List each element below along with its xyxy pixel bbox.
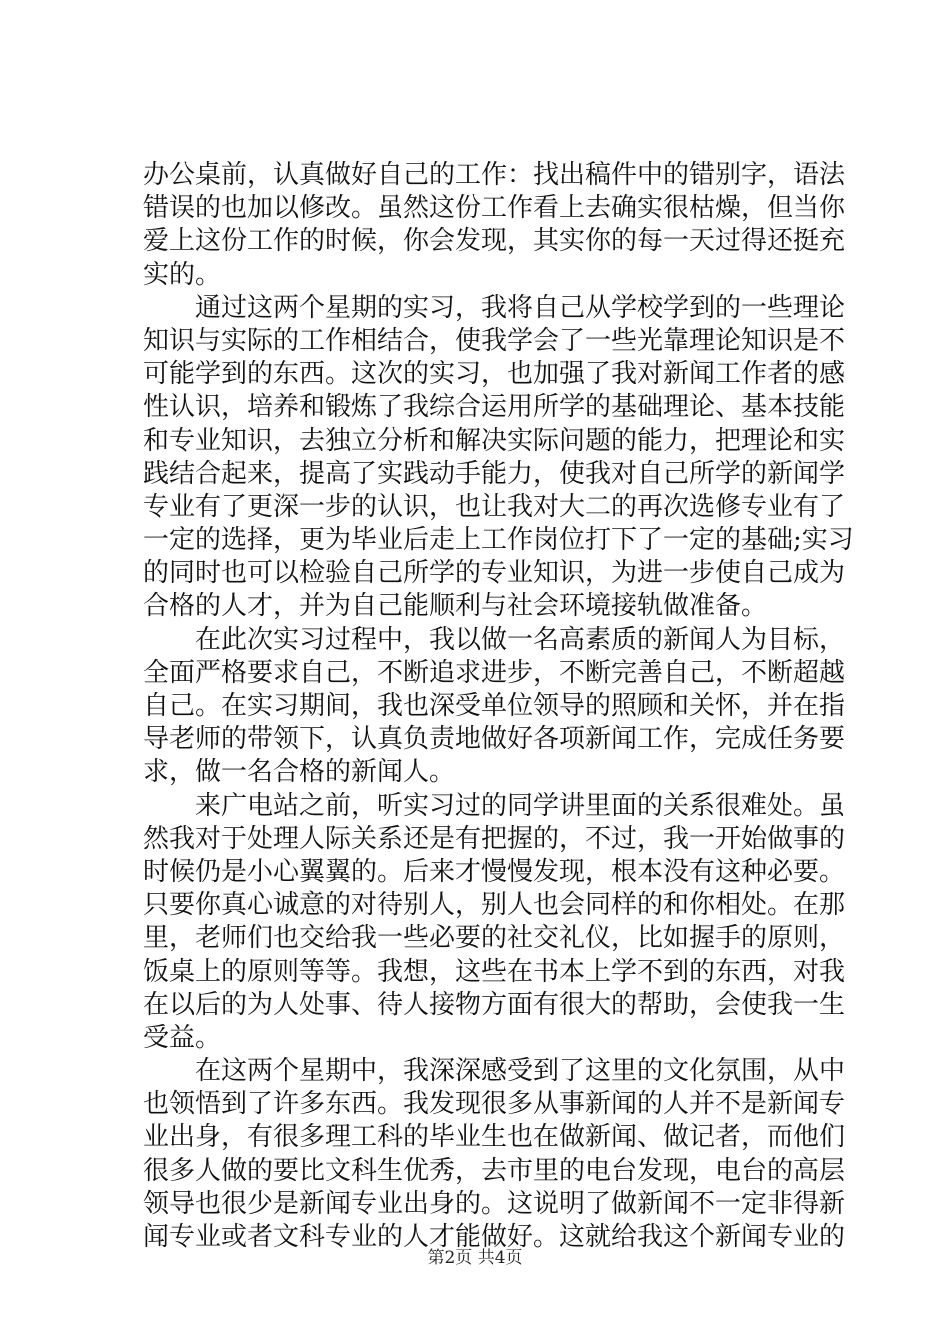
text-line: 在这两个星期中，我深深感受到了这里的文化氛围，从中 <box>195 1056 846 1087</box>
text-line: 来广电站之前，听实习过的同学讲里面的关系很难处。虽 <box>195 790 846 821</box>
text-line: 在以后的为人处事、待人接物方面有很大的帮助，会使我一生 <box>143 989 846 1020</box>
text-line: 践结合起来，提高了实践动手能力，使我对自己所学的新闻学 <box>143 458 846 489</box>
paragraph <box>143 292 854 624</box>
text-line: 闻专业或者文科专业的人才能做好。这就给我这个新闻专业的 <box>143 1222 846 1252</box>
text-line: 的同时也可以检验自己所学的专业知识，为进一步使自己成为 <box>143 558 846 589</box>
text-line: 在此次实习过程中，我以做一名高素质的新闻人为目标， <box>195 624 846 655</box>
text-line: 受益。 <box>143 1022 222 1053</box>
paragraph <box>143 159 846 292</box>
text-line: 合格的人才，并为自己能顺利与社会环境接轨做准备。 <box>143 591 768 622</box>
text-line: 然我对于处理人际关系还是有把握的，不过，我一开始做事的 <box>143 823 846 854</box>
page-number-footer: 第2页 共4页 <box>427 1248 523 1268</box>
text-line: 通过这两个星期的实习，我将自己从学校学到的一些理论 <box>195 292 846 323</box>
text-line: 领导也很少是新闻专业出身的。这说明了做新闻不一定非得新 <box>143 1188 846 1219</box>
text-line: 爱上这份工作的时候，你会发现，其实你的每一天过得还挺充 <box>143 226 846 257</box>
text-line: 知识与实际的工作相结合，使我学会了一些光靠理论知识是不 <box>143 325 846 356</box>
text-line: 里，老师们也交给我一些必要的社交礼仪，比如握手的原则， <box>143 923 846 954</box>
text-line: 一定的选择，更为毕业后走上工作岗位打下了一定的基础;实习 <box>143 525 854 556</box>
text-line: 办公桌前，认真做好自己的工作：找出稿件中的错别字，语法 <box>143 160 846 190</box>
text-line: 错误的也加以修改。虽然这份工作看上去确实很枯燥，但当你 <box>143 193 846 224</box>
text-line: 专业有了更深一步的认识，也让我对大二的再次选修专业有了 <box>143 491 846 522</box>
text-line: 时候仍是小心翼翼的。后来才慢慢发现，根本没有这种必要。 <box>143 856 846 887</box>
text-line: 也领悟到了许多东西。我发现很多从事新闻的人并不是新闻专 <box>143 1089 846 1120</box>
text-line: 全面严格要求自己，不断追求进步，不断完善自己，不断超越 <box>143 657 846 688</box>
text-line: 性认识，培养和锻炼了我综合运用所学的基础理论、基本技能 <box>143 392 846 423</box>
text-line: 只要你真心诚意的对待别人，别人也会同样的和你相处。在那 <box>143 890 846 921</box>
text-line: 和专业知识，去独立分析和解决实际问题的能力，把理论和实 <box>143 425 846 456</box>
document-body <box>143 159 854 1254</box>
text-line: 求，做一名合格的新闻人。 <box>143 757 456 788</box>
text-line: 实的。 <box>143 259 222 290</box>
paragraph <box>143 624 846 790</box>
paragraph <box>143 1055 846 1254</box>
text-line: 可能学到的东西。这次的实习，也加强了我对新闻工作者的感 <box>143 359 846 390</box>
paragraph <box>143 790 846 1056</box>
text-line: 饭桌上的原则等等。我想，这些在书本上学不到的东西，对我 <box>143 956 846 987</box>
text-line: 业出身，有很多理工科的毕业生也在做新闻、做记者，而他们 <box>143 1122 846 1153</box>
text-line: 自己。在实习期间，我也深受单位领导的照顾和关怀，并在指 <box>143 691 846 721</box>
text-line: 导老师的带领下，认真负责地做好各项新闻工作，完成任务要 <box>143 724 846 755</box>
text-line: 很多人做的要比文科生优秀，去市里的电台发现，电台的高层 <box>143 1155 846 1186</box>
